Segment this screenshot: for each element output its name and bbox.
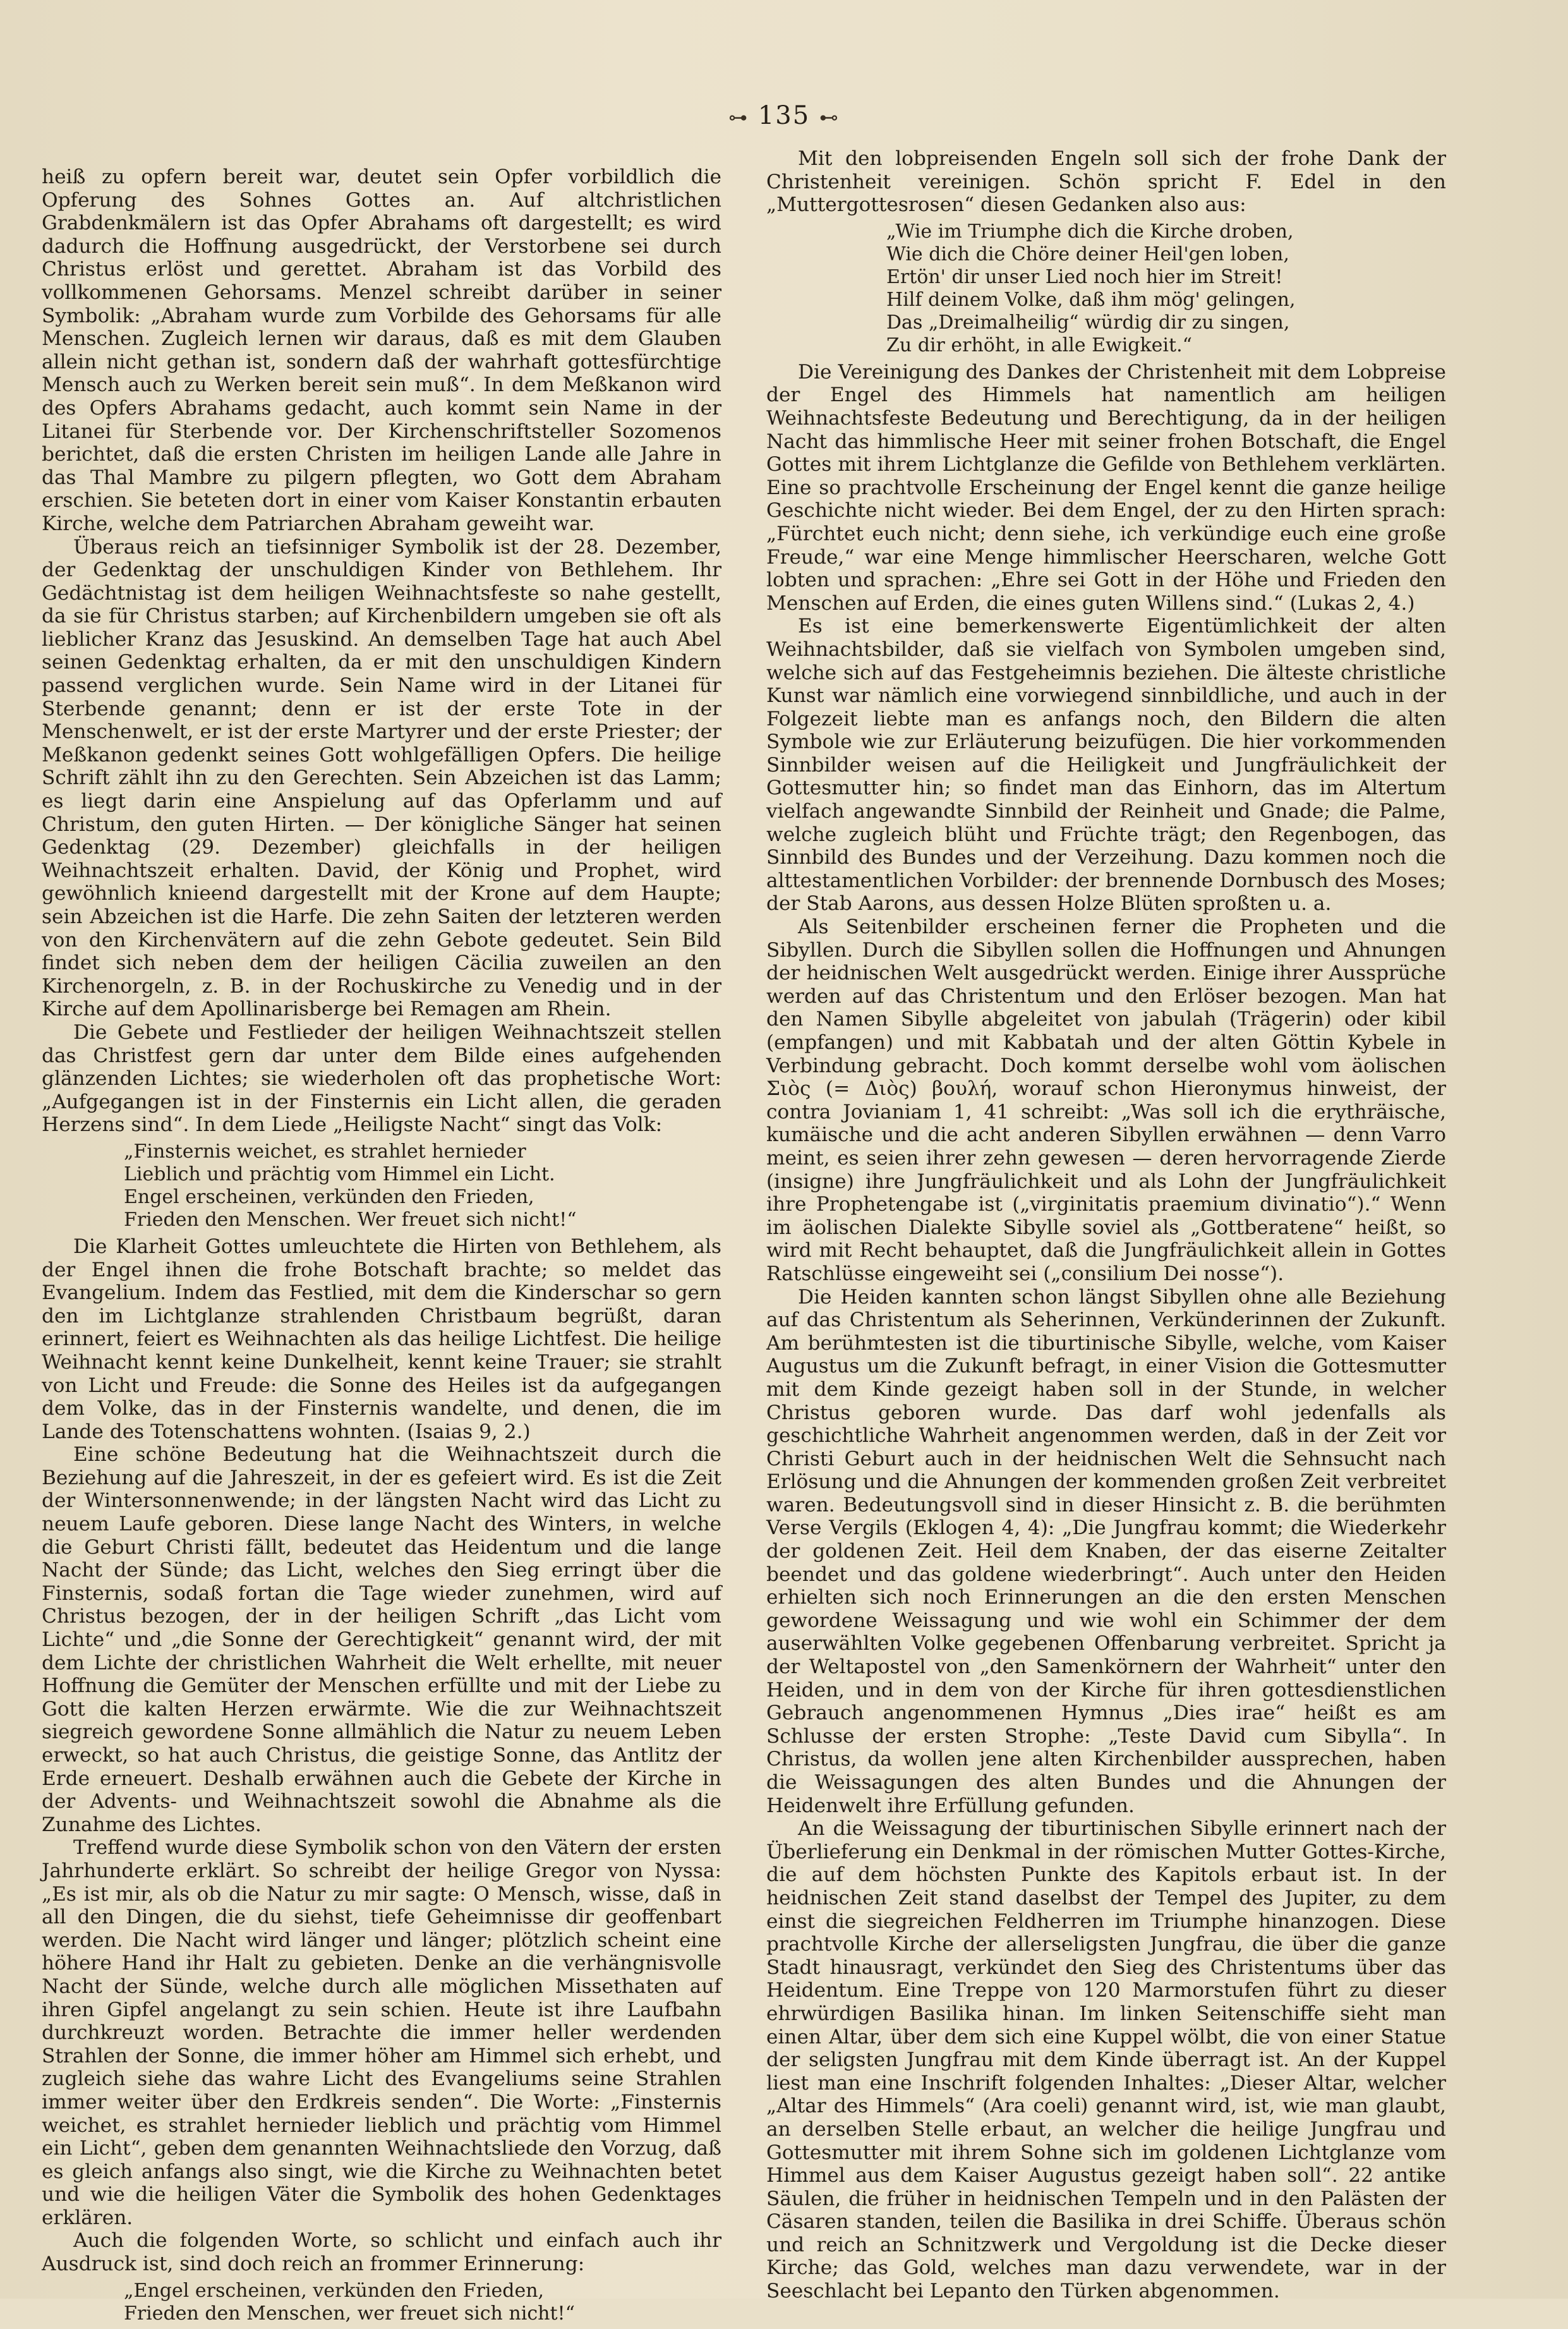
poem-line: Frieden den Menschen. Wer freuet sich nicht!“ <box>124 1208 577 1231</box>
paragraph: Auch die folgenden Worte, so schlicht und einfach auch ihr Ausdruck ist, sind doch reich an frommer Erinnerung: <box>42 2229 721 2276</box>
paragraph: Eine schöne Bedeutung hat die Weihnachtszeit durch die Beziehung auf die Jahreszeit, in der es gefeiert wird. Es ist die Zeit der Wintersonnenwende; in der längsten Nacht wird das Licht zu neuem Laufe geboren. Diese lange Nacht des Winters, in welche die Geburt Christi fällt, bedeutet das Heidentum und die lange Nacht der Sünde; das Licht, welches den Sieg erringt über die Finsternis, sodaß fortan die Tage wieder zunehmen, wird auf Christus bezogen, der in der heiligen Schrift „das Licht vom Lichte“ und „die Sonne der Gerechtigkeit“ genannt wird, der mit dem Lichte der christlichen Wahrheit die Welt erhellte, mit neuer Hoffnung die Gemüter der Menschen erfüllte und mit der Liebe zu Gott die kalten Herzen erwärmte. Wie die zur Weihnachtszeit siegreich gewordene Sonne allmählich die Natur zu neuem Leben erweckt, so hat auch Christus, die geistige Sonne, das Antlitz der Erde erneuert. Deshalb erwähnen auch die Gebete der Kirche in der Advents- und Weihnachtszeit sowohl die Abnahme als die Zunahme des Lichtes. <box>42 1443 721 1836</box>
ornament-right-icon: ⊷ <box>819 107 840 129</box>
poem-line: „Engel erscheinen, verkünden den Frieden, <box>124 2279 545 2302</box>
paragraph: Als Seitenbilder erscheinen ferner die Propheten und die Sibyllen. Durch die Sibyllen sollen die Hoffnungen und Ahnungen der heidnischen Welt ausgedrückt werden. Einige ihrer Aussprüche werden auf das Christentum und den Erlöser bezogen. Man hat den Namen Sibylle abgeleitet von jabulah (Trägerin) oder kibil (empfangen) und mit Kabbatah und der alten Göttin Kybele in Verbindung gebracht. Doch kommt derselbe wohl vom äolischen Σιὸς (= Διὸς) βουλή, worauf schon Hieronymus hinweist, der contra Jovianiam 1, 41 schreibt: „Was soll ich die erythräische, kumäische und die acht anderen Sibyllen erwähnen — denn Varro meint, es seien ihrer zehn gewesen — deren hervorragende Zierde (insigne) ihre Jungfräulichkeit und als Lohn der Jungfräulichkeit ihre Prophetengabe ist („virginitatis praemium divinatio“).“ Wenn im äolischen Dialekte Sibylle soviel als „Gottberatene“ heißt, so wird mit Recht behauptet, daß die Jungfräulichkeit allein in Gottes Ratschlüsse eingeweiht sei („consilium Dei nosse“). <box>766 916 1446 1285</box>
poem-line: Das „Dreimalheilig“ würdig dir zu singen, <box>886 311 1290 334</box>
paragraph: Treffend wurde diese Symbolik schon von den Vätern der ersten Jahrhunderte erklärt. So schreibt der heilige Gregor von Nyssa: „Es ist mir, als ob die Natur zu mir sagte: O Mensch, wisse, daß in all den Dingen, die du siehst, tiefe Geheimnisse dir geoffenbart werden. Die Nacht wird länger und länger; plötzlich scheint eine höhere Hand ihr Halt zu gebieten. Denke an die verhängnisvolle Nacht der Sünde, welche durch alle möglichen Missethaten auf ihren Gipfel angelangt zu sein schien. Heute ist ihre Laufbahn durchkreuzt worden. Betrachte die immer heller werdenden Strahlen der Sonne, die immer höher am Himmel sich erhebt, und zugleich siehe das wahre Licht des Evangeliums seine Strahlen immer weiter über den Erdkreis senden“. Die Worte: „Finsternis weichet, es strahlet hernieder lieblich und prächtig vom Himmel ein Licht“, geben dem genannten Weihnachtsliede den Vorzug, daß es gleich anfangs also singt, wie die Kirche zu Weihnachten betet und wie die heiligen Väter die Symbolik des hohen Gedenktages erklären. <box>42 1836 721 2229</box>
poem-line: Zu dir erhöht, in alle Ewigkeit.“ <box>886 334 1192 356</box>
paragraph: Mit den lobpreisenden Engeln soll sich der frohe Dank der Christenheit vereinigen. Schön spricht F. Edel in den „Muttergottesrosen“ diesen Gedanken also aus: <box>766 147 1446 217</box>
paragraph: Die Heiden kannten schon längst Sibyllen ohne alle Beziehung auf das Christentum als Seherinnen, Verkünderinnen der Zukunft. Am berühmtesten ist die tiburtinische Sibylle, welche, vom Kaiser Augustus um die Zukunft befragt, in einer Vision die Gottesmutter mit dem Kinde gezeigt haben soll in der Stunde, in welcher Christus geboren wurde. Das darf wohl jedenfalls als geschichtliche Wahrheit angenommen werden, daß in der Zeit vor Christi Geburt auch in der heidnischen Welt die Sehnsucht nach Erlösung und die Ahnungen der kommenden großen Zeit verbreitet waren. Bedeutungsvoll sind in dieser Hinsicht z. B. die berühmten Verse Vergils (Eklogen 4, 4): „Die Jungfrau kommt; die Wiederkehr der goldenen Zeit. Heil dem Knaben, der das eiserne Zeitalter beendet und das goldene wiederbringt“. Auch unter den Heiden erhielten sich noch Erinnerungen an die den ersten Menschen gewordene Weissagung und wie wohl ein Schimmer der dem auserwählten Volke gegebenen Offenbarung verbreitet. Spricht ja der Weltapostel von „den Samenkörnern der Wahrheit“ unter den Heiden, und in dem von der Kirche für ihren gottesdienstlichen Gebrauch angenommenen Hymnus „Dies irae“ heißt es am Schlusse der ersten Strophe: „Teste David cum Sibylla“. In Christus, da wollen jene alten Kirchenbilder aussprechen, haben die Weissagungen des alten Bundes und die Ahnungen der Heidenwelt ihre Erfüllung gefunden. <box>766 1285 1446 1817</box>
poem-triumphe <box>766 221 1446 357</box>
paragraph: An die Weissagung der tiburtinischen Sibylle erinnert nach der Überlieferung ein Denkmal in der römischen Mutter Gottes-Kirche, die auf dem höchsten Punkte des Kapitols erbaut ist. In der heidnischen Zeit stand daselbst der Tempel des Jupiter, zu dem einst die siegreichen Feldherren im Triumphe hinanzogen. Diese prachtvolle Kirche der allerseligsten Jungfrau, die über die ganze Stadt hinausragt, verkündet den Sieg des Christentums über das Heidentum. Eine Treppe von 120 Marmorstufen führt zu dieser ehrwürdigen Basilika hinan. Im linken Seitenschiffe sieht man einen Altar, über dem sich eine Kuppel wölbt, die von einer Statue der seligsten Jungfrau mit dem Kinde überragt ist. An der Kuppel liest man eine Inschrift folgenden Inhaltes: „Dieser Altar, welcher „Altar des Himmels“ (Ara coeli) genannt wird, ist, wie man glaubt, an derselben Stelle erbaut, an welcher die heilige Jungfrau und Gottesmutter mit ihrem Sohne sich im goldenen Lichtglanze vom Himmel aus dem Kaiser Augustus gezeigt haben soll“. 22 antike Säulen, die früher in heidnischen Tempeln und in den Palästen der Cäsaren standen, teilen die Basilika in drei Schiffe. Überaus schön und reich an Schnitzwerk und Vergoldung ist die Decke dieser Kirche; das Gold, welches man dazu verwendete, war in der Seeschlacht bei Lepanto den Türken abgenommen. <box>766 1817 1446 2303</box>
page-number: 135 <box>757 101 811 130</box>
poem-line: Hilf deinem Volke, daß ihm mög' gelingen, <box>886 288 1296 311</box>
poem-line: Wie dich die Chöre deiner Heil'gen loben, <box>886 243 1289 265</box>
right-column <box>766 147 1446 2303</box>
poem-line: Frieden den Menschen, wer freuet sich nicht!“ <box>124 2302 575 2325</box>
poem-engel <box>42 2280 721 2325</box>
paragraph: Die Vereinigung des Dankes der Christenheit mit dem Lobpreise der Engel des Himmels hat namentlich am heiligen Weihnachtsfeste Bedeutung und Berechtigung, da in der heiligen Nacht das himmlische Heer mit seiner frohen Botschaft, die Engel Gottes mit ihrem Lichtglanze die Gefilde von Bethlehem verklärten. Eine so prachtvolle Erscheinung der Engel kennt die ganze heilige Geschichte nicht wieder. Bei dem Engel, der zu den Hirten sprach: „Fürchtet euch nicht; denn siehe, ich verkündige euch eine große Freude,“ war eine Menge himmlischer Heerscharen, welche Gott lobten und sprachen: „Ehre sei Gott in der Höhe und Frieden den Menschen auf Erden, die eines guten Willens sind.“ (Lukas 2, 4.) <box>766 360 1446 615</box>
poem-line: Lieblich und prächtig vom Himmel ein Licht. <box>124 1163 555 1185</box>
poem-line: „Wie im Triumphe dich die Kirche droben, <box>886 220 1294 243</box>
left-column <box>42 166 721 2329</box>
paragraph: Überaus reich an tiefsinniger Symbolik ist der 28. Dezember, der Gedenktag der unschuldigen Kinder von Bethlehem. Ihr Gedächtnistag ist dem heiligen Weihnachtsfeste so nahe gestellt, da sie für Christus starben; auf Kirchenbildern umgeben sie oft als lieblicher Kranz das Jesuskind. An demselben Tage hat auch Abel seinen Gedenktag erhalten, da er mit den unschuldigen Kindern passend verglichen wurde. Sein Name wird in der Litanei für Sterbende genannt; denn er ist der erste Tote in der Menschenwelt, er ist der erste Martyrer und der erste Priester; der Meßkanon gedenkt seines Gott wohlgefälligen Opfers. Die heilige Schrift zählt ihn zu den Gerechten. Sein Abzeichen ist das Lamm; es liegt darin eine Anspielung auf das Opferlamm und auf Christum, den guten Hirten. — Der königliche Sänger hat seinen Gedenktag (29. Dezember) gleichfalls in der heiligen Weihnachtszeit erhalten. David, der König und Prophet, wird gewöhnlich knieend dargestellt mit der Krone auf dem Haupte; sein Abzeichen ist die Harfe. Die zehn Saiten der letzteren werden von den Kirchenvätern auf die zehn Gebote gedeutet. Sein Bild findet sich neben dem der heiligen Cäcilia zuweilen an den Kirchenorgeln, z. B. in der Rochuskirche zu Venedig und in der Kirche auf dem Apollinarisberge bei Remagen am Rhein. <box>42 535 721 1021</box>
page-header <box>0 101 1568 130</box>
poem-line: Engel erscheinen, verkünden den Frieden, <box>124 1185 534 1208</box>
poem-finsternis <box>42 1140 721 1231</box>
paragraph: heiß zu opfern bereit war, deutet sein Opfer vorbildlich die Opferung des Sohnes Gottes an. Auf altchristlichen Grabdenkmälern ist das Opfer Abrahams oft dargestellt; es wird dadurch die Hoffnung ausgedrückt, der Verstorbene sei durch Christus erlöst und gerettet. Abraham ist das Vorbild des vollkommenen Gehorsams. Menzel schreibt darüber in seiner Symbolik: „Abraham wurde zum Vorbilde des Gehorsams für alle Menschen. Zugleich lernen wir daraus, daß es mit dem Glauben allein nicht gethan ist, sondern daß der wahrhaft gottesfürchtige Mensch auch zu Werken bereit sein muß“. In dem Meßkanon wird des Opfers Abrahams gedacht, auch kommt sein Name in der Litanei für Sterbende vor. Der Kirchenschriftsteller Sozomenos berichtet, daß die ersten Christen im heiligen Lande alle Jahre in das Thal Mambre zu pilgern pflegten, wo Gott dem Abraham erschien. Sie beteten dort in einer vom Kaiser Konstantin erbauten Kirche, welche dem Patriarchen Abraham geweiht war. <box>42 166 721 535</box>
poem-line: „Finsternis weichet, es strahlet hernieder <box>124 1140 526 1163</box>
paragraph: Die Gebete und Festlieder der heiligen Weihnachtszeit stellen das Christfest gern dar unter dem Bilde eines aufgehenden glänzenden Lichtes; sie wiederholen oft das prophetische Wort: „Aufgegangen ist in der Finsternis ein Licht allen, die geraden Herzens sind“. In dem Liede „Heiligste Nacht“ singt das Volk: <box>42 1020 721 1137</box>
ornament-left-icon: ⊶ <box>728 107 749 129</box>
paragraph: Es ist eine bemerkenswerte Eigentümlichkeit der alten Weihnachtsbilder, daß sie vielfach von Symbolen umgeben sind, welche sich auf das Festgeheimnis beziehen. Die älteste christliche Kunst war nämlich eine vorwiegend sinnbildliche, und auch in der Folgezeit liebte man es anfangs noch, den Bildern die alten Symbole wie zur Erläuterung beizufügen. Die hier vorkommenden Sinnbilder weisen auf die Heiligkeit und Jungfräulichkeit der Gottesmutter hin; so findet man das Einhorn, das im Altertum vielfach angewandte Sinnbild der Reinheit und Gnade; die Palme, welche zugleich blüht und Früchte trägt; den Regenbogen, das Sinnbild des Bundes und der Verzeihung. Dazu kommen noch die alttestamentlichen Vorbilder: der brennende Dornbusch des Moses; der Stab Aarons, aus dessen Holze Blüten sproßten u. a. <box>766 615 1446 916</box>
paragraph: Die Klarheit Gottes umleuchtete die Hirten von Bethlehem, als der Engel ihnen die frohe Botschaft brachte; so meldet das Evangelium. Indem das Festlied, mit dem die Kinderschar so gern den im Lichtglanze strahlenden Christbaum begrüßt, daran erinnert, feiert es Weihnachten als das heilige Lichtfest. Die heilige Weihnacht kennt keine Dunkelheit, kennt keine Trauer; sie strahlt von Licht und Freude: die Sonne des Heiles ist da aufgegangen dem Volke, das in der Finsternis wandelte, und denen, die im Lande des Totenschattens wohnten. (Isaias 9, 2.) <box>42 1235 721 1443</box>
poem-line: Ertön' dir unser Lied noch hier im Streit! <box>886 265 1283 288</box>
